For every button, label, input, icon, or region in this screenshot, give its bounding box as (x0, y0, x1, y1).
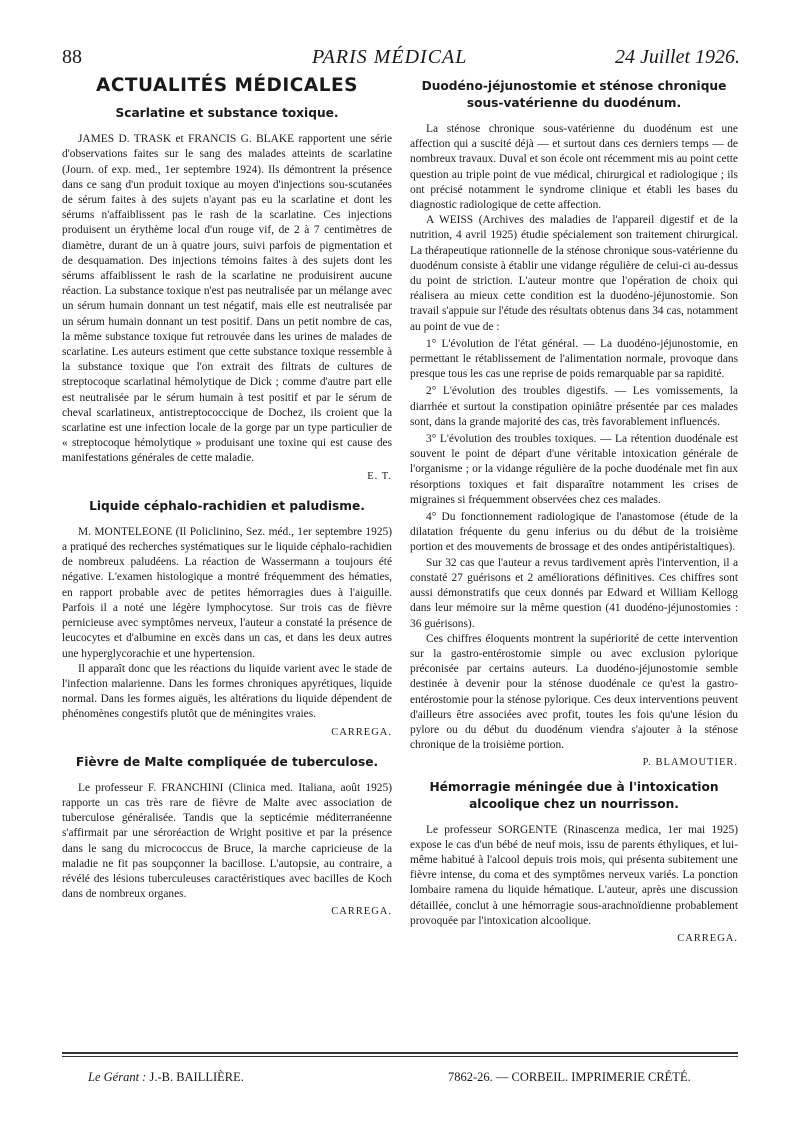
manager-name: J.-B. BAILLIÈRE. (149, 1070, 244, 1084)
author-signature: CARREGA. (677, 932, 738, 944)
list-item: 1° L'évolution de l'état général. — La duodéno-jéjunostomie, en permettant le rétablissement de l'alimentation normale, provoque dans presque tous les cas une reprise de poids remarquable par sa rapidité. (410, 337, 738, 381)
footer-rule (62, 1052, 738, 1054)
section-title-duodeno: Duodéno-jéjunostomie et sténose chronique sous-vatérienne du duodénum. (421, 79, 727, 110)
page-header (62, 46, 740, 74)
paragraph: Ces chiffres éloquents montrent la supériorité de cette intervention sur la gastro-entérostomie simple ou avec exclusion pylorique préconisée par certains auteurs. La duodéno-jéjunostomie semble destinée à devenir pour la sténose duodénale ce qu'est la gastro-entérostomie pour la sténose pylorique. Ces deux interventions peuvent d'ailleurs être associées avec profit, toutes les fois qu'une lésion du pylore ou du début du duodénum viendra s'ajouter à la sténose chronique de la troisième portion. (410, 632, 738, 752)
footer-manager (88, 1070, 244, 1085)
paragraph: JAMES D. TRASK et FRANCIS G. BLAKE rapportent une série d'observations faites sur le sang des malades atteints de scarlatine (Journ. of exp. med., 1er septembre 1924). Ils démontrent la présence dans ce sang d'un produit toxique au moyen d'injections sou-scutanées de sérum faites à des sujets n'ayant pas eu la scarlatine et dont les sérums n'affaiblissent pas le rash de la scarlatine. Ces injections produisent un érythème local d'un rouge vif, de 2 à 7 centimètres de diamètre, durant de un à quatre jours, suivi parfois de pigmentation et de desquamation. Des injections témoins faites à des sujets dont les sérums affaiblissent le rash de la scarlatine ne produisirent aucune réaction. La substance toxique n'est pas neutralisée par un mélange avec un sérum humain donnant un test négatif, mais elle est neutralisée par un sérum humain donnant un test positif. Dans un petit nombre de cas, la même substance toxique fut retrouvée dans les urines de malades de scarlatine. Les auteurs estiment que cette substance toxique ressemble à la substance toxique que l'on extrait des filtrats de cultures de streptocoque scarlatinal hémolytique de Dick ; comme d'autre part elle est neutralisée par le sérum humain à test positif et par le sérum de cheval scarlatineux, antistreptococcique de Dochez, ils croient que la scarlatine est une infection locale de la gorge par un type particulier de « streptocoque hémolytique » produisant une toxine qui est cause des manifestations générales de cette maladie. (62, 133, 392, 465)
footer-printer: 7862-26. — CORBEIL. IMPRIMERIE CRÉTÉ. (448, 1070, 691, 1084)
paragraph: M. MONTELEONE (Il Policlinino, Sez. méd., 1er septembre 1925) a pratiqué des recherches systématiques sur le liquide céphalo-rachidien de nombreux paludéens. La réaction de Wassermann a toujours été négative. L'examen histologique a montré fréquemment des hématies, en rapport probable avec de petites hémorragies dues à l'aiguille. Parfois il a noté une légère lymphocytose. Sur trois cas de fièvre pernicieuse avec symptômes nerveux, l'auteur a constaté la présence de leucocytes et d'albumine en excès dans un cas, et dans les deux autres une hyperglycorachie et une hypertension. (62, 525, 392, 660)
section-title-liquide: Liquide céphalo-rachidien et paludisme. (89, 498, 365, 513)
author-signature: CARREGA. (331, 906, 392, 918)
section-title-hemorragie: Hémorragie méningée due à l'intoxication alcoolique chez un nourrisson. (429, 779, 719, 811)
paragraph: Le professeur SORGENTE (Rinascenza medica, 1er mai 1925) expose le cas d'un bébé de neuf mois, issu de parents éthyliques, et lui-même habitué à l'alcool depuis trois mois, qui présenta subitement une fièvre intense, du coma et des symptômes nerveux variés. La ponction lombaire ramena du liquide hématique. L'auteur, après une discussion détaillée, conclut à une hémorragie sous-arachnoïdienne probablement provoquée par l'intoxication alcoolique. (410, 823, 738, 927)
left-column (62, 75, 392, 920)
paragraph: Sur 32 cas que l'auteur a revus tardivement après l'intervention, il a constaté 27 guérisons et 2 améliorations définitives. Ces chiffres sont aussi démonstratifs que ceux donnés par Edward et William Kellogg dans leur mémoire sur la même question (41 duodéno-jéjunostomies : 36 guérisons). (410, 556, 738, 630)
right-column (410, 78, 738, 946)
issue-date: 24 Juillet 1926. (615, 46, 740, 68)
section-title-malte: Fièvre de Malte compliquée de tuberculose. (75, 754, 379, 769)
main-title: ACTUALITÉS MÉDICALES (96, 75, 358, 96)
paragraph: Le professeur F. FRANCHINI (Clinica med. Italiana, août 1925) rapporte un cas très rare de fièvre de Malte avec association de tuberculose généralisée. Tandis que la septicémie méditerranéenne s'affirmait par une séroréaction de Wright positive et par la présence dans le sang du micrococcus de Bruce, la marche capricieuse de la maladie ne fit pas soupçonner la bacillose. L'autopsie, au contraire, a révélé des lésions tuberculeuses caractéristiques avec bacilles de Koch dans de nombreux organes. (62, 781, 392, 901)
author-signature: CARREGA. (331, 726, 392, 738)
section-title-scarlatine: Scarlatine et substance toxique. (115, 106, 339, 121)
author-signature: P. BLAMOUTIER. (642, 757, 738, 769)
manager-label: Le Gérant : (88, 1070, 147, 1084)
list-item: 4° Du fonctionnement radiologique de l'anastomose (étude de la dilatation fréquente du genu inferius ou du début de la troisième portion et des mouvements de brossage et des ondes antipéristaltiques). (410, 511, 738, 554)
author-signature: E. T. (367, 470, 392, 482)
paragraph: A WEISS (Archives des maladies de l'appareil digestif et de la nutrition, 4 avril 1925) étudie spécialement son traitement chirurgical. La thérapeutique rationnelle de la sténose chronique sous-vatérienne du duodénum consiste à établir une vidange régulière de celui-ci au-dessus du point de striction. L'auteur montre que l'opération de choix qui réalisera au mieux cette condition est la duodéno-jéjunostomie. Son travail s'appuie sur l'étude des résultats obtenus dans 34 cas, notamment au point de vue de : (410, 214, 738, 333)
list-item: 2° L'évolution des troubles digestifs. — Les vomissements, la diarrhée et surtout la constipation opiniâtre présentée par ces malades sont, dans la grande majorité des cas, très favorablement influencés. (410, 385, 738, 428)
page-number: 88 (62, 46, 82, 68)
footer-rule-thin (62, 1056, 738, 1057)
paragraph: Il apparaît donc que les réactions du liquide varient avec le stade de l'infection malarienne. Dans les formes chroniques apyrétiques, liquide normal. Dans les formes aiguës, les altérations du liquide dépendent de phénomènes congestifs plutôt que de méningites vraies. (62, 662, 392, 721)
journal-title: PARIS MÉDICAL (312, 46, 468, 68)
paragraph: La sténose chronique sous-vatérienne du duodénum est une affection qui a suscité déjà — et surtout dans ces derniers temps — de nombreux travaux. Duval et son école ont récemment mis au point cette question au triple point de vue médical, chirurgical et radiologique ; ils ont précisé notamment le syndrome clinique et établi les bases du diagnostic radiologique de cette affection. (410, 123, 738, 212)
list-item: 3° L'évolution des troubles toxiques. — La rétention duodénale est souvent le point de départ d'une véritable intoxication générale de l'organisme ; or la vidange régulière de la poche duodénale met fin aux résorptions toxiques et fait disparaître notamment les crises de migraines si fréquemment observées chez ces malades. (410, 433, 738, 506)
